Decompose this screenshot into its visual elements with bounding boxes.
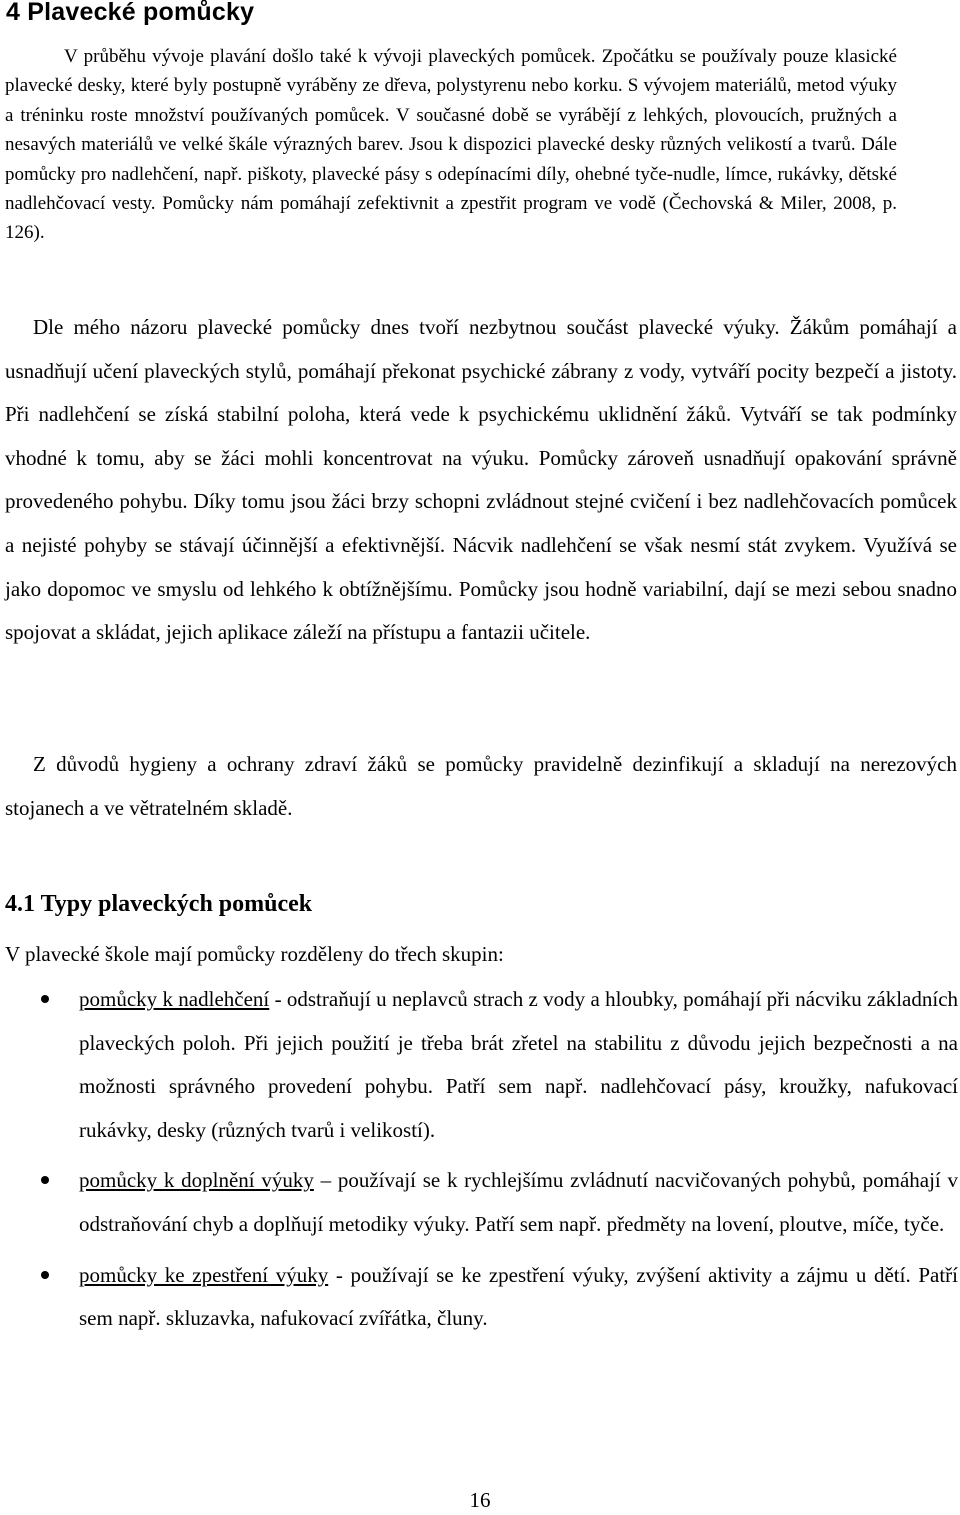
bullet-icon	[41, 995, 49, 1003]
list-item-term: pomůcky k doplnění výuky	[79, 1168, 314, 1193]
list-item	[0, 1159, 958, 1246]
chapter-heading: 4 Plavecké pomůcky	[6, 0, 255, 26]
list-item-text: – používají se k rychlejšímu zvládnutí nacvičovaných pohybů, pomáhají v odstraňování chyb a doplňují metodiky výuky. Patří sem např. předměty na lovení, ploutve, míče, tyče.	[79, 1168, 958, 1236]
list-item-term: pomůcky k nadlehčení	[79, 987, 270, 1011]
aid-types-list	[0, 978, 958, 1348]
paragraph-hygiene: Z důvodů hygieny a ochrany zdraví žáků se pomůcky pravidelně dezinfikují a skladují na nerezových stojanech a ve větratelném skladě.	[5, 752, 957, 820]
list-item	[0, 978, 958, 1152]
list-intro: V plavecké škole mají pomůcky rozděleny do třech skupin:	[5, 942, 504, 966]
bullet-icon	[41, 1176, 49, 1184]
list-item-text: - odstraňují u neplavců strach z vody a hloubky, pomáhají při nácviku základních plaveckých poloh. Při jejich použití je třeba brát zřetel na stabilitu z důvodu jejich bezpečnosti a na možnosti správného provedení pohybu. Patří sem např. nadlehčovací pásy, kroužky, nafukovací rukávky, desky (různých tvarů i velikostí).	[79, 987, 959, 1142]
bullet-icon	[41, 1271, 49, 1279]
page-number: 16	[469, 1488, 491, 1512]
section-heading: 4.1 Typy plaveckých pomůcek	[5, 891, 313, 917]
list-item-text: - používají se ke zpestření výuky, zvýšení aktivity a zájmu u dětí. Patří sem např. skluzavka, nafukovací zvířátka, čluny.	[79, 1262, 958, 1331]
list-item-term: pomůcky ke zpestření výuky	[79, 1262, 329, 1287]
paragraph-opinion: Dle mého názoru plavecké pomůcky dnes tvoří nezbytnou součást plavecké výuky. Žákům pomáhají a usnadňují učení plaveckých stylů, pomáhají překonat psychické zábrany z vody, vytváří pocity bezpečí a jistoty. Při nadlehčení se získá stabilní poloha, která vede k psychickému uklidnění žáků. Vytváří se tak podmínky vhodné k tomu, aby se žáci mohli koncentrovat na výuku. Pomůcky zároveň usnadňují opakování správně provedeného pohybu. Díky tomu jsou žáci brzy schopni zvládnout stejné cvičení i bez nadlehčovacích pomůcek a nejisté pohyby se stávají účinnější a efektivnější. Nácvik nadlehčení se však nesmí stát zvykem. Využívá se jako dopomoc ve smyslu od lehkého k obtížnějšímu. Pomůcky jsou hodně variabilní, dají se mezi sebou snadno spojovat a skládat, jejich aplikace záleží na přístupu a fantazii učitele.	[5, 315, 957, 645]
paragraph-history: V průběhu vývoje plavání došlo také k vývoji plaveckých pomůcek. Zpočátku se používaly pouze klasické plavecké desky, které byly postupně vyráběny ze dřeva, polystyrenu nebo korku. S vývojem materiálů, metod výuky a tréninku roste množství používaných pomůcek. V současné době se vyrábějí z lehkých, plovoucích, pružných a nesavých materiálů ve velké škále výrazných barev. Jsou k dispozici plavecké desky různých velikostí a tvarů. Dále pomůcky pro nadlehčení, např. piškoty, plavecké pásy s odepínacími díly, ohebné tyče-nudle, límce, rukávky, dětské nadlehčovací vesty. Pomůcky nám pomáhají zefektivnit a zpestřit program ve vodě (Čechovská & Miler, 2008, p. 126).	[5, 46, 897, 244]
list-item	[0, 1254, 958, 1341]
